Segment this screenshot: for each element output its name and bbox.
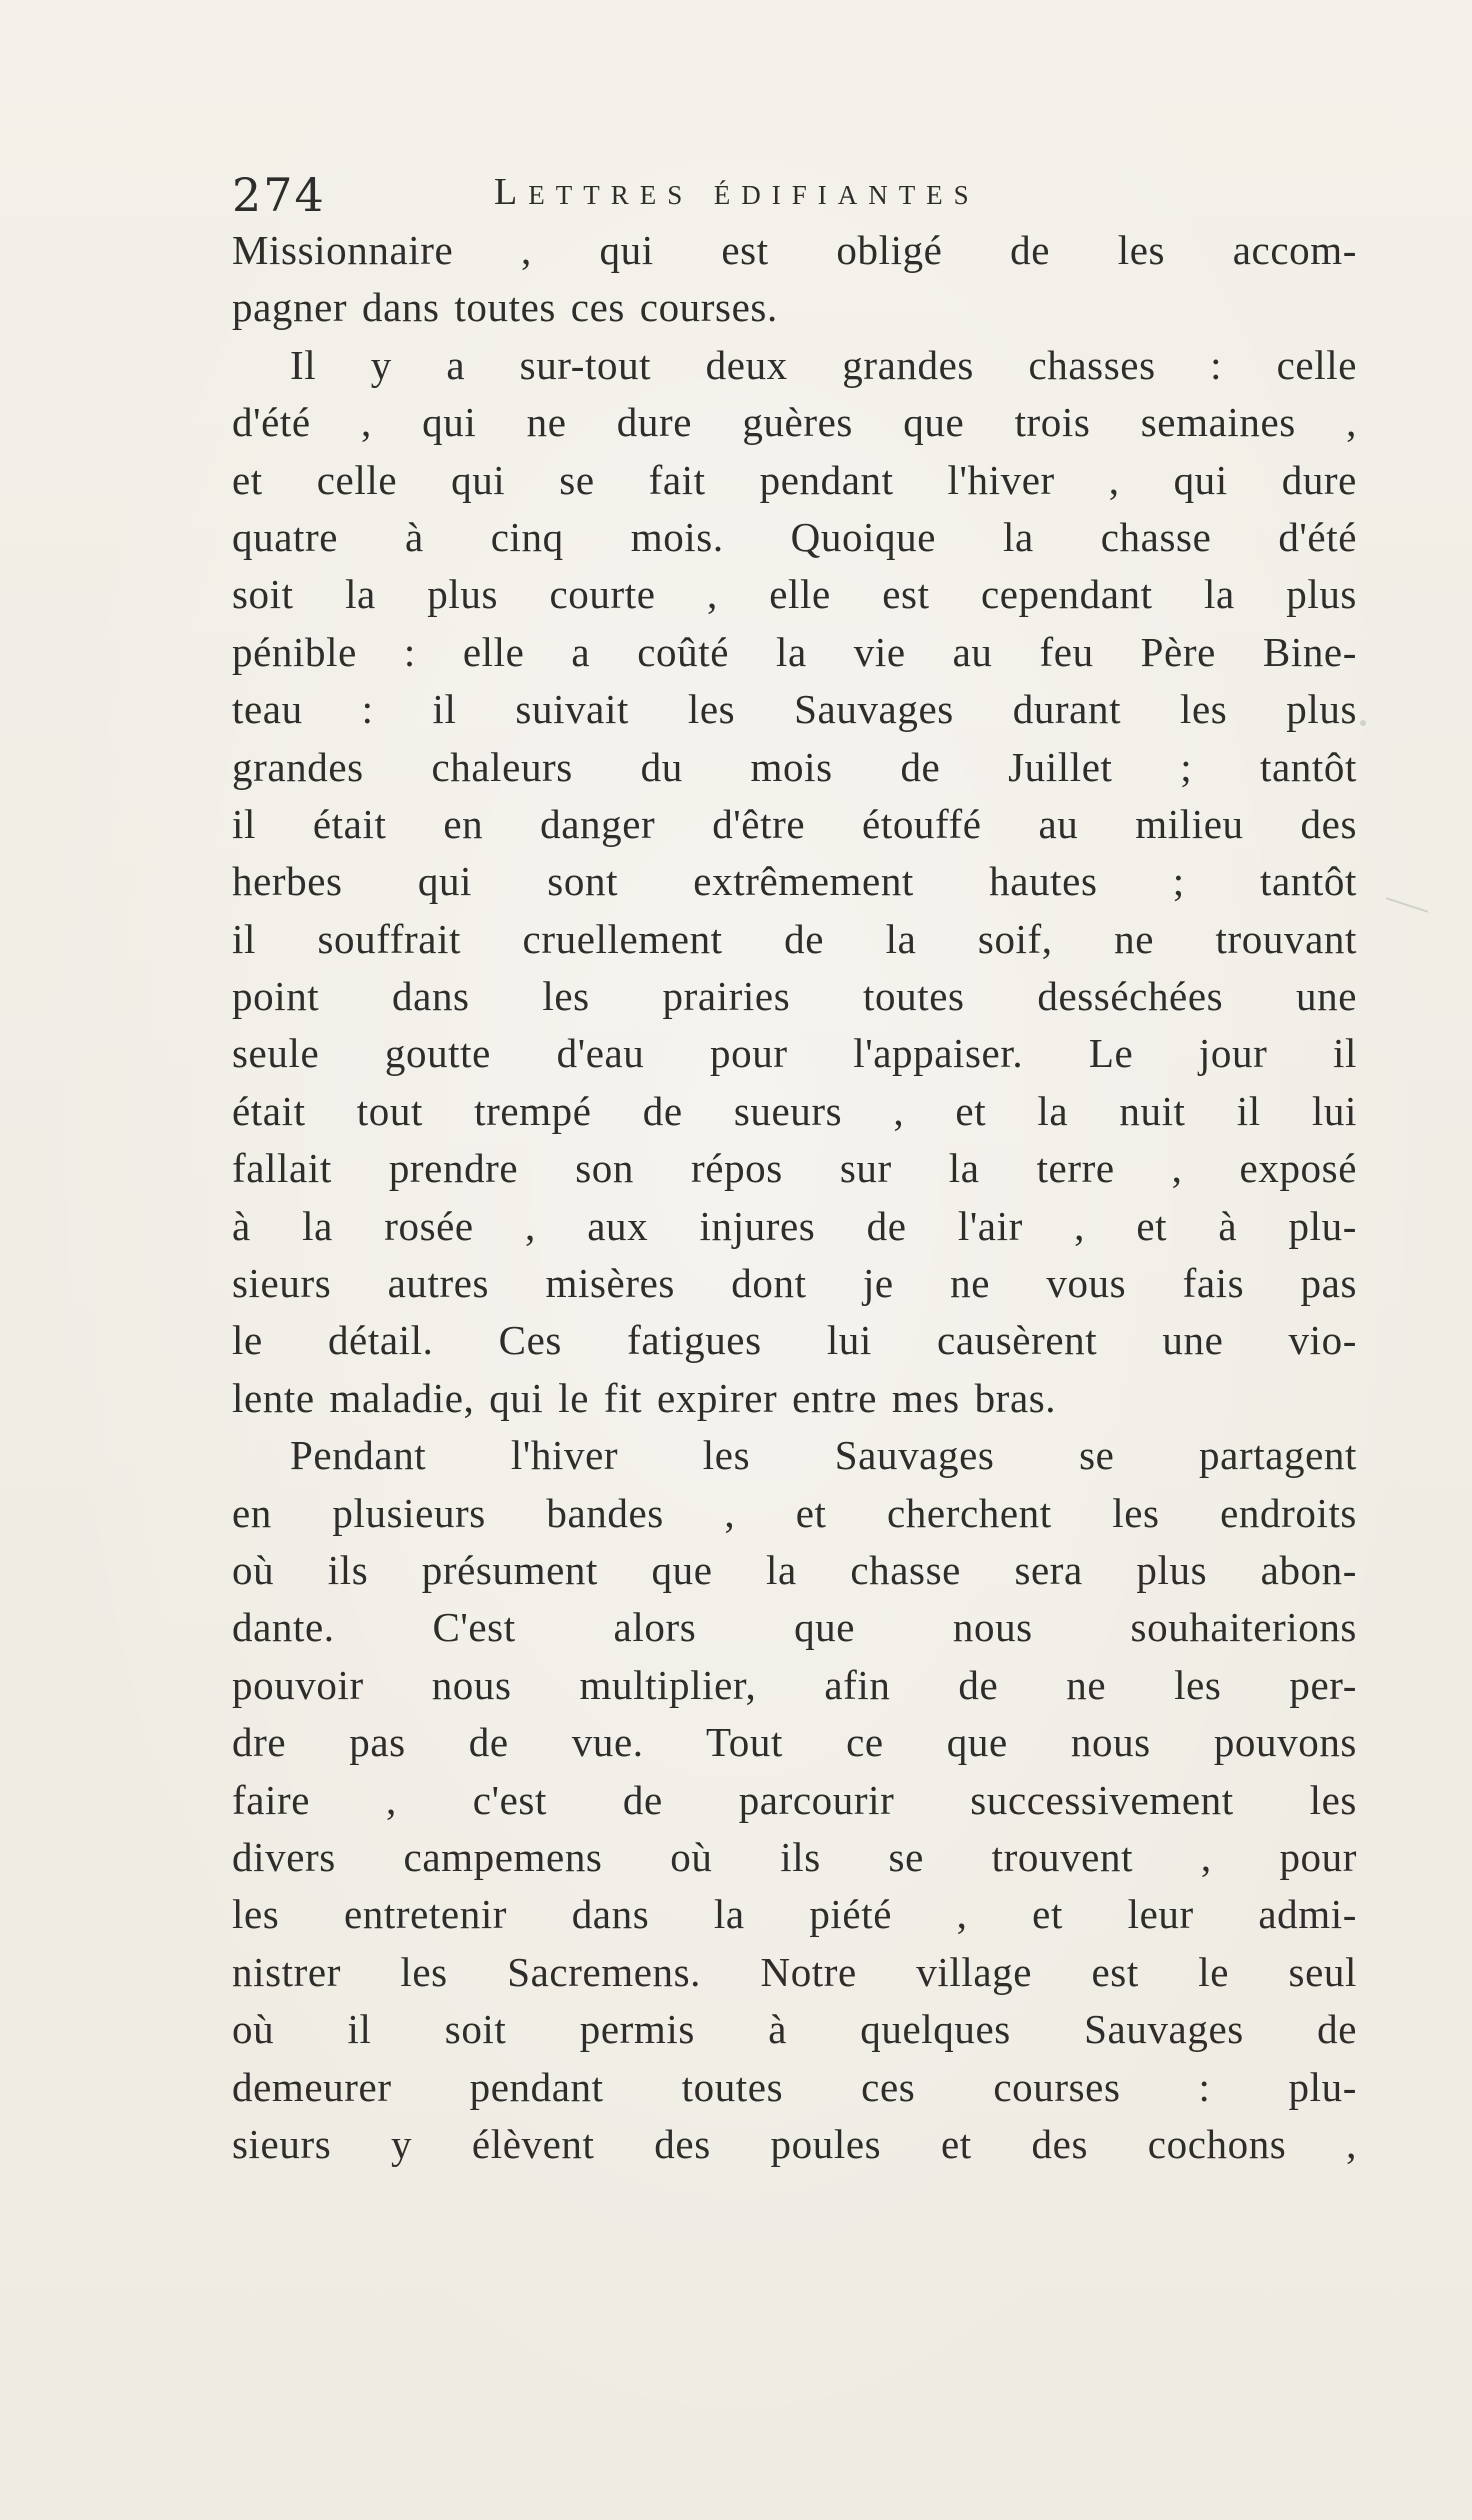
text-line: pénible : elle a coûté la vie au feu Père Bine- (232, 628, 1357, 675)
paragraph-first-line: Il y a sur-tout deux grandes chasses : celle (290, 341, 1357, 388)
text-line: les entretenir dans la piété , et leur admi- (232, 1891, 1357, 1938)
text-line: à la rosée , aux injures de l'air , et à plu- (232, 1202, 1357, 1249)
text-line: point dans les prairies toutes desséchées une (232, 973, 1357, 1020)
text-line: dre pas de vue. Tout ce que nous pouvons (232, 1719, 1357, 1766)
text-line: seule goutte d'eau pour l'appaiser. Le jour il (232, 1030, 1357, 1077)
text-line: faire , c'est de parcourir successivement les (232, 1776, 1357, 1823)
paragraph-first-line: Pendant l'hiver les Sauvages se partagent (290, 1432, 1357, 1479)
text-line: en plusieurs bandes , et cherchent les endroits (232, 1489, 1357, 1536)
page-header (232, 158, 1312, 222)
text-line: il souffrait cruellement de la soif, ne trouvant (232, 915, 1357, 962)
text-line: nistrer les Sacremens. Notre village est le seul (232, 1948, 1357, 1995)
text-line: herbes qui sont extrêmement hautes ; tantôt (232, 858, 1357, 905)
text-line: soit la plus courte , elle est cependant la plus (232, 571, 1357, 618)
paper-mark (1360, 720, 1366, 726)
text-line: sieurs autres misères dont je ne vous fais pas (232, 1260, 1357, 1307)
text-line: lente maladie, qui le fit expirer entre mes bras. (232, 1374, 1057, 1421)
text-line: quatre à cinq mois. Quoique la chasse d'été (232, 513, 1357, 560)
text-line: grandes chaleurs du mois de Juillet ; tantôt (232, 743, 1357, 790)
text-line: pagner dans toutes ces courses. (232, 284, 778, 331)
page-number: 274 (232, 168, 326, 222)
paper-mark (1386, 897, 1428, 912)
text-line: où il soit permis à quelques Sauvages de (232, 2006, 1357, 2053)
body-text (232, 222, 1357, 2173)
text-line: le détail. Ces fatigues lui causèrent une vio- (232, 1317, 1357, 1364)
text-line: d'été , qui ne dure guères que trois semaines , (232, 399, 1357, 446)
text-line: où ils présument que la chasse sera plus abon- (232, 1546, 1357, 1593)
text-line: sieurs y élèvent des poules et des cochons , (232, 2120, 1357, 2167)
text-line: divers campemens où ils se trouvent , pour (232, 1833, 1357, 1880)
text-line: pouvoir nous multiplier, afin de ne les per- (232, 1661, 1357, 1708)
text-line: était tout trempé de sueurs , et la nuit il lui (232, 1087, 1357, 1134)
text-line: Missionnaire , qui est obligé de les accom- (232, 227, 1357, 273)
text-line: dante. C'est alors que nous souhaiterions (232, 1604, 1357, 1651)
running-title: Lettres édifiantes (494, 171, 980, 213)
text-line: et celle qui se fait pendant l'hiver , qui dure (232, 456, 1357, 503)
text-line: demeurer pendant toutes ces courses : plu- (232, 2063, 1357, 2110)
text-line: fallait prendre son répos sur la terre , exposé (232, 1145, 1357, 1192)
text-line: il était en danger d'être étouffé au milieu des (232, 800, 1357, 847)
text-line: teau : il suivait les Sauvages durant les plus (232, 686, 1357, 733)
